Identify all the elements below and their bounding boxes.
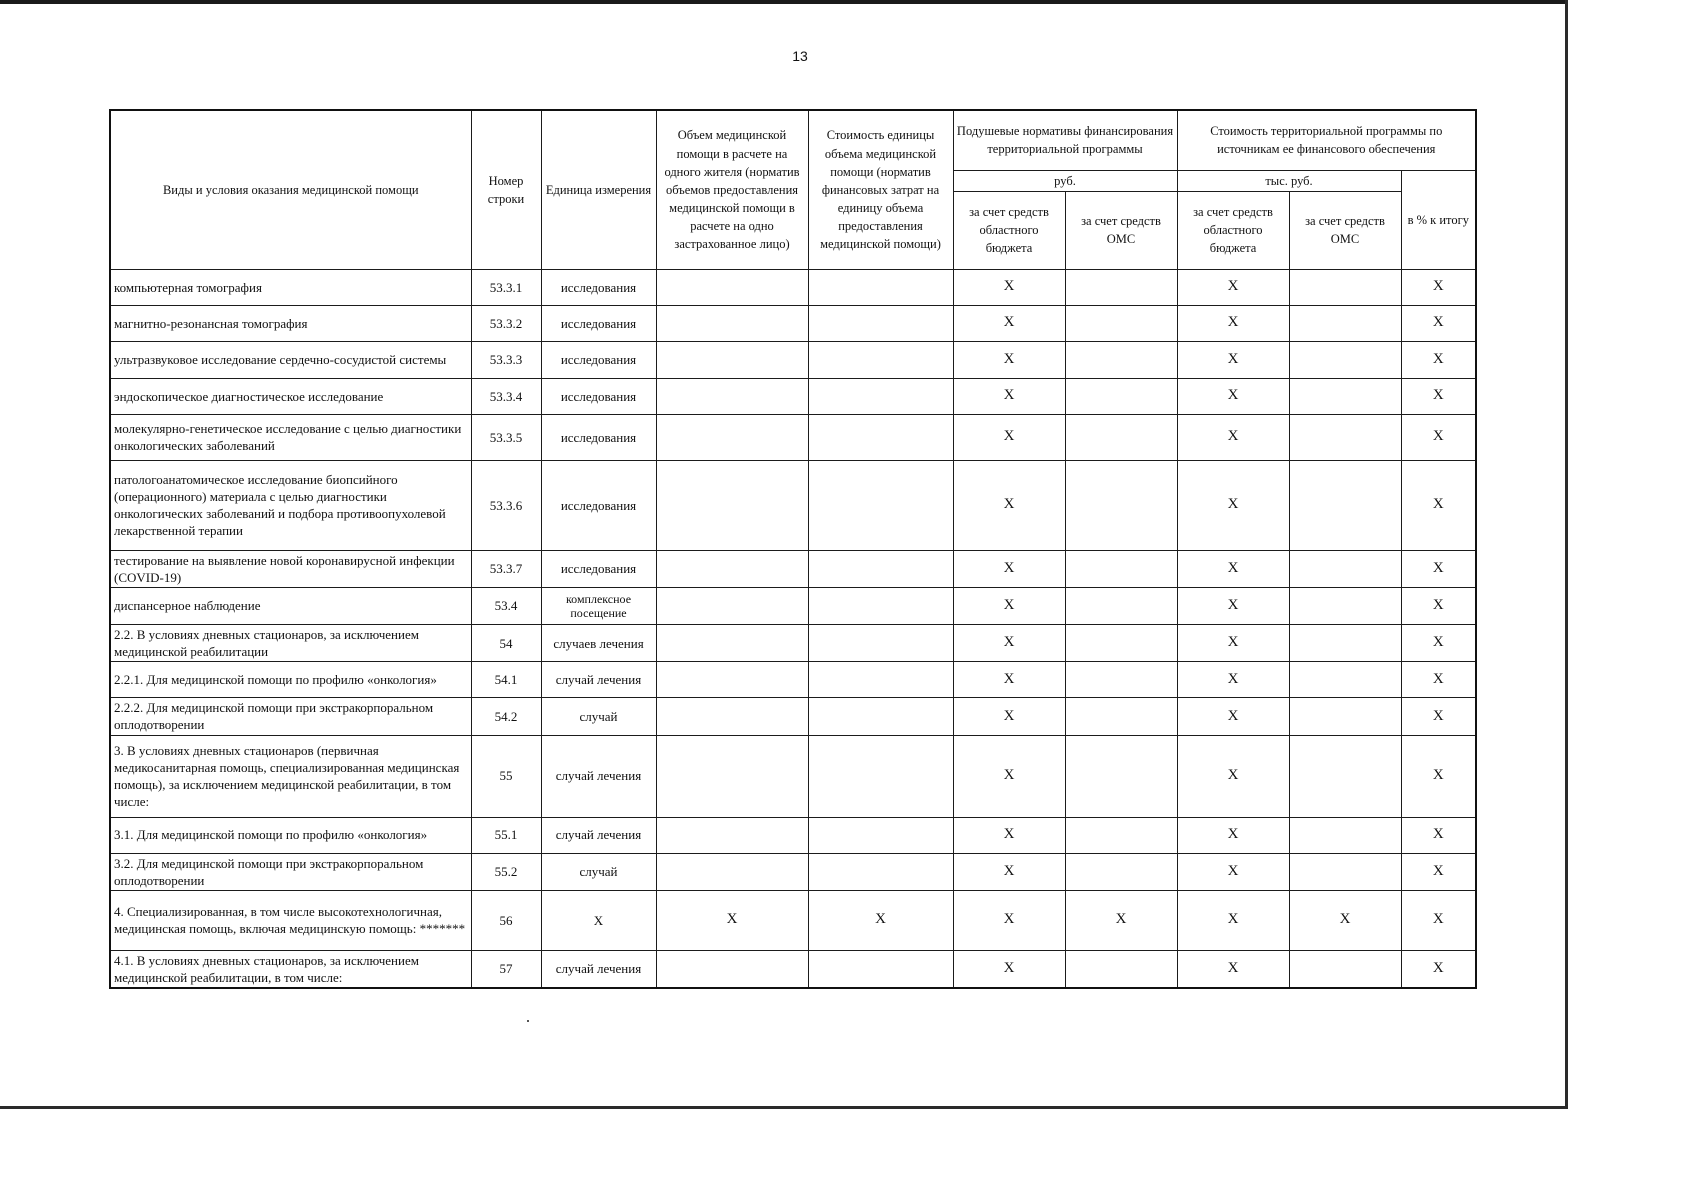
row-percent-total: Х bbox=[1401, 662, 1476, 698]
row-unit-cost bbox=[808, 460, 953, 550]
row-label: 4.1. В условиях дневных стационаров, за исключением медицинской реабилитации, в том числе: bbox=[110, 950, 471, 988]
row-per-capita-oms bbox=[1065, 341, 1177, 378]
row-label: магнитно-резонансная томография bbox=[110, 305, 471, 341]
table-row bbox=[110, 817, 1476, 853]
row-percent-total: Х bbox=[1401, 341, 1476, 378]
row-program-cost-oms bbox=[1289, 269, 1401, 305]
scan-border-right bbox=[1565, 0, 1568, 1109]
row-per-capita-budget: Х bbox=[953, 341, 1065, 378]
row-unit-cost bbox=[808, 735, 953, 817]
row-volume bbox=[656, 305, 808, 341]
row-unit: случаев лечения bbox=[541, 624, 656, 661]
header-per-capita-oms: за счет средств ОМС bbox=[1065, 191, 1177, 269]
row-number: 53.3.7 bbox=[471, 550, 541, 587]
row-unit-cost bbox=[808, 414, 953, 460]
row-volume bbox=[656, 587, 808, 624]
row-program-cost-oms bbox=[1289, 735, 1401, 817]
row-program-cost-budget: Х bbox=[1177, 378, 1289, 414]
row-unit: исследования bbox=[541, 460, 656, 550]
row-per-capita-oms bbox=[1065, 817, 1177, 853]
row-unit: исследования bbox=[541, 269, 656, 305]
row-program-cost-oms bbox=[1289, 624, 1401, 661]
row-per-capita-oms bbox=[1065, 550, 1177, 587]
row-volume bbox=[656, 269, 808, 305]
row-unit-cost bbox=[808, 698, 953, 735]
header-row-number: Номер строки bbox=[471, 110, 541, 269]
header-unit-cost: Стоимость единицы объема медицинской помощи (норматив финансовых затрат на единицу объема предоставления медицинской помощи) bbox=[808, 110, 953, 269]
row-label: 3.1. Для медицинской помощи по профилю «онкология» bbox=[110, 817, 471, 853]
row-volume bbox=[656, 460, 808, 550]
row-label: 2.2.1. Для медицинской помощи по профилю «онкология» bbox=[110, 662, 471, 698]
table-row bbox=[110, 269, 1476, 305]
row-unit: случай лечения bbox=[541, 817, 656, 853]
row-number: 55.2 bbox=[471, 853, 541, 890]
row-program-cost-budget: Х bbox=[1177, 890, 1289, 950]
table-row bbox=[110, 890, 1476, 950]
header-program-cost-oms: за счет средств ОМС bbox=[1289, 191, 1401, 269]
row-per-capita-oms: Х bbox=[1065, 890, 1177, 950]
table-row bbox=[110, 735, 1476, 817]
row-label: диспансерное наблюдение bbox=[110, 587, 471, 624]
row-label: молекулярно-генетическое исследование с целью диагностики онкологических заболеваний bbox=[110, 414, 471, 460]
header-per-capita: Подушевые нормативы финансирования территориальной программы bbox=[953, 110, 1177, 170]
row-per-capita-budget: Х bbox=[953, 624, 1065, 661]
row-unit-cost bbox=[808, 305, 953, 341]
row-percent-total: Х bbox=[1401, 414, 1476, 460]
row-percent-total: Х bbox=[1401, 305, 1476, 341]
row-unit-cost bbox=[808, 269, 953, 305]
row-percent-total: Х bbox=[1401, 550, 1476, 587]
row-program-cost-oms bbox=[1289, 662, 1401, 698]
row-label: 2.2. В условиях дневных стационаров, за исключением медицинской реабилитации bbox=[110, 624, 471, 661]
row-unit-cost bbox=[808, 624, 953, 661]
header-volume: Объем медицинской помощи в расчете на одного жителя (норматив объемов предоставления медицинской помощи в расчете на одно застрахованное лицо) bbox=[656, 110, 808, 269]
row-program-cost-budget: Х bbox=[1177, 698, 1289, 735]
table-row bbox=[110, 414, 1476, 460]
row-per-capita-budget: Х bbox=[953, 305, 1065, 341]
row-unit-cost bbox=[808, 817, 953, 853]
row-program-cost-budget: Х bbox=[1177, 662, 1289, 698]
table-row bbox=[110, 624, 1476, 661]
row-unit: исследования bbox=[541, 341, 656, 378]
row-volume bbox=[656, 341, 808, 378]
row-number: 55.1 bbox=[471, 817, 541, 853]
row-unit: исследования bbox=[541, 305, 656, 341]
row-program-cost-oms bbox=[1289, 414, 1401, 460]
row-label: 3.2. Для медицинской помощи при экстракорпоральном оплодотворении bbox=[110, 853, 471, 890]
row-program-cost-oms: Х bbox=[1289, 890, 1401, 950]
row-per-capita-budget: Х bbox=[953, 269, 1065, 305]
row-per-capita-budget: Х bbox=[953, 853, 1065, 890]
row-percent-total: Х bbox=[1401, 890, 1476, 950]
scan-speck bbox=[527, 1020, 529, 1022]
header-per-capita-unit: руб. bbox=[953, 170, 1177, 191]
row-per-capita-oms bbox=[1065, 414, 1177, 460]
row-per-capita-oms bbox=[1065, 853, 1177, 890]
header-program-cost: Стоимость территориальной программы по источникам ее финансового обеспечения bbox=[1177, 110, 1476, 170]
row-per-capita-budget: Х bbox=[953, 414, 1065, 460]
row-label: компьютерная томография bbox=[110, 269, 471, 305]
table-row bbox=[110, 550, 1476, 587]
row-percent-total: Х bbox=[1401, 460, 1476, 550]
row-program-cost-oms bbox=[1289, 341, 1401, 378]
row-program-cost-budget: Х bbox=[1177, 817, 1289, 853]
row-unit: случай bbox=[541, 698, 656, 735]
row-number: 54.1 bbox=[471, 662, 541, 698]
row-volume bbox=[656, 550, 808, 587]
row-volume bbox=[656, 378, 808, 414]
row-number: 53.3.2 bbox=[471, 305, 541, 341]
table-row bbox=[110, 460, 1476, 550]
row-program-cost-oms bbox=[1289, 550, 1401, 587]
row-program-cost-budget: Х bbox=[1177, 735, 1289, 817]
row-program-cost-oms bbox=[1289, 817, 1401, 853]
row-label: патологоанатомическое исследование биопсийного (операционного) материала с целью диагностики онкологических заболеваний и подбора противоопухолевой лекарственной терапии bbox=[110, 460, 471, 550]
row-volume bbox=[656, 817, 808, 853]
row-percent-total: Х bbox=[1401, 817, 1476, 853]
row-number: 56 bbox=[471, 890, 541, 950]
row-number: 55 bbox=[471, 735, 541, 817]
row-per-capita-budget: Х bbox=[953, 698, 1065, 735]
row-program-cost-oms bbox=[1289, 698, 1401, 735]
row-volume bbox=[656, 662, 808, 698]
row-per-capita-oms bbox=[1065, 624, 1177, 661]
row-percent-total: Х bbox=[1401, 269, 1476, 305]
row-per-capita-budget: Х bbox=[953, 735, 1065, 817]
row-number: 53.3.6 bbox=[471, 460, 541, 550]
row-program-cost-oms bbox=[1289, 587, 1401, 624]
row-volume bbox=[656, 853, 808, 890]
table-row bbox=[110, 950, 1476, 988]
row-per-capita-oms bbox=[1065, 587, 1177, 624]
row-unit: случай bbox=[541, 853, 656, 890]
row-program-cost-budget: Х bbox=[1177, 305, 1289, 341]
row-program-cost-budget: Х bbox=[1177, 587, 1289, 624]
row-number: 53.3.5 bbox=[471, 414, 541, 460]
row-number: 53.3.3 bbox=[471, 341, 541, 378]
row-label: 4. Специализированная, в том числе высокотехнологичная, медицинская помощь, включая медицинскую помощь: ******* bbox=[110, 890, 471, 950]
row-per-capita-oms bbox=[1065, 378, 1177, 414]
row-per-capita-budget: Х bbox=[953, 550, 1065, 587]
table-row bbox=[110, 587, 1476, 624]
row-per-capita-budget: Х bbox=[953, 950, 1065, 988]
row-program-cost-budget: Х bbox=[1177, 550, 1289, 587]
row-program-cost-budget: Х bbox=[1177, 853, 1289, 890]
row-volume bbox=[656, 950, 808, 988]
table-row bbox=[110, 378, 1476, 414]
page-number: 13 bbox=[792, 48, 808, 64]
row-program-cost-budget: Х bbox=[1177, 460, 1289, 550]
table-row bbox=[110, 853, 1476, 890]
row-unit-cost bbox=[808, 550, 953, 587]
header-program-cost-unit: тыс. руб. bbox=[1177, 170, 1401, 191]
row-label: 3. В условиях дневных стационаров (первичная медикосанитарная помощь, специализированная медицинская помощь), за исключением медицинской реабилитации, в том числе: bbox=[110, 735, 471, 817]
row-per-capita-oms bbox=[1065, 698, 1177, 735]
row-unit: исследования bbox=[541, 550, 656, 587]
row-per-capita-budget: Х bbox=[953, 587, 1065, 624]
row-program-cost-oms bbox=[1289, 305, 1401, 341]
row-per-capita-budget: Х bbox=[953, 378, 1065, 414]
row-volume: Х bbox=[656, 890, 808, 950]
table-row bbox=[110, 341, 1476, 378]
row-volume bbox=[656, 735, 808, 817]
header-unit: Единица измерения bbox=[541, 110, 656, 269]
row-percent-total: Х bbox=[1401, 853, 1476, 890]
row-volume bbox=[656, 414, 808, 460]
row-percent-total: Х bbox=[1401, 735, 1476, 817]
row-unit-cost bbox=[808, 378, 953, 414]
row-percent-total: Х bbox=[1401, 698, 1476, 735]
row-program-cost-oms bbox=[1289, 460, 1401, 550]
row-program-cost-budget: Х bbox=[1177, 341, 1289, 378]
row-unit-cost bbox=[808, 662, 953, 698]
row-program-cost-budget: Х bbox=[1177, 950, 1289, 988]
row-program-cost-oms bbox=[1289, 853, 1401, 890]
row-unit-cost bbox=[808, 853, 953, 890]
row-unit: исследования bbox=[541, 414, 656, 460]
row-unit: случай лечения bbox=[541, 662, 656, 698]
row-number: 53.3.4 bbox=[471, 378, 541, 414]
row-label: тестирование на выявление новой коронавирусной инфекции (COVID-19) bbox=[110, 550, 471, 587]
row-unit-cost: Х bbox=[808, 890, 953, 950]
row-percent-total: Х bbox=[1401, 950, 1476, 988]
row-percent-total: Х bbox=[1401, 587, 1476, 624]
row-program-cost-budget: Х bbox=[1177, 414, 1289, 460]
header-type: Виды и условия оказания медицинской помощи bbox=[110, 110, 471, 269]
row-per-capita-budget: Х bbox=[953, 817, 1065, 853]
header-per-capita-budget: за счет средств областного бюджета bbox=[953, 191, 1065, 269]
table-row bbox=[110, 698, 1476, 735]
row-label: эндоскопическое диагностическое исследование bbox=[110, 378, 471, 414]
table-row bbox=[110, 305, 1476, 341]
row-program-cost-budget: Х bbox=[1177, 624, 1289, 661]
row-per-capita-oms bbox=[1065, 735, 1177, 817]
row-unit: исследования bbox=[541, 378, 656, 414]
row-label: 2.2.2. Для медицинской помощи при экстракорпоральном оплодотворении bbox=[110, 698, 471, 735]
row-label: ультразвуковое исследование сердечно-сосудистой системы bbox=[110, 341, 471, 378]
row-volume bbox=[656, 698, 808, 735]
row-number: 53.4 bbox=[471, 587, 541, 624]
row-number: 54.2 bbox=[471, 698, 541, 735]
row-number: 57 bbox=[471, 950, 541, 988]
row-program-cost-oms bbox=[1289, 950, 1401, 988]
row-volume bbox=[656, 624, 808, 661]
row-per-capita-oms bbox=[1065, 269, 1177, 305]
header-program-cost-budget: за счет средств областного бюджета bbox=[1177, 191, 1289, 269]
table-body bbox=[110, 269, 1476, 988]
row-per-capita-oms bbox=[1065, 950, 1177, 988]
row-program-cost-oms bbox=[1289, 378, 1401, 414]
row-unit-cost bbox=[808, 341, 953, 378]
row-per-capita-oms bbox=[1065, 662, 1177, 698]
row-percent-total: Х bbox=[1401, 624, 1476, 661]
row-per-capita-budget: Х bbox=[953, 662, 1065, 698]
row-unit: случай лечения bbox=[541, 950, 656, 988]
row-unit: случай лечения bbox=[541, 735, 656, 817]
row-program-cost-budget: Х bbox=[1177, 269, 1289, 305]
row-percent-total: Х bbox=[1401, 378, 1476, 414]
row-number: 53.3.1 bbox=[471, 269, 541, 305]
row-unit: Х bbox=[541, 890, 656, 950]
scan-border-top bbox=[0, 0, 1568, 4]
row-per-capita-oms bbox=[1065, 460, 1177, 550]
row-per-capita-oms bbox=[1065, 305, 1177, 341]
row-unit-cost bbox=[808, 950, 953, 988]
scan-border-bottom bbox=[0, 1106, 1568, 1109]
row-unit: комплексное посещение bbox=[541, 587, 656, 624]
row-number: 54 bbox=[471, 624, 541, 661]
row-per-capita-budget: Х bbox=[953, 460, 1065, 550]
table-row bbox=[110, 662, 1476, 698]
row-unit-cost bbox=[808, 587, 953, 624]
program-cost-table bbox=[109, 109, 1477, 989]
header-percent-total: в % к итогу bbox=[1401, 170, 1476, 269]
row-per-capita-budget: Х bbox=[953, 890, 1065, 950]
